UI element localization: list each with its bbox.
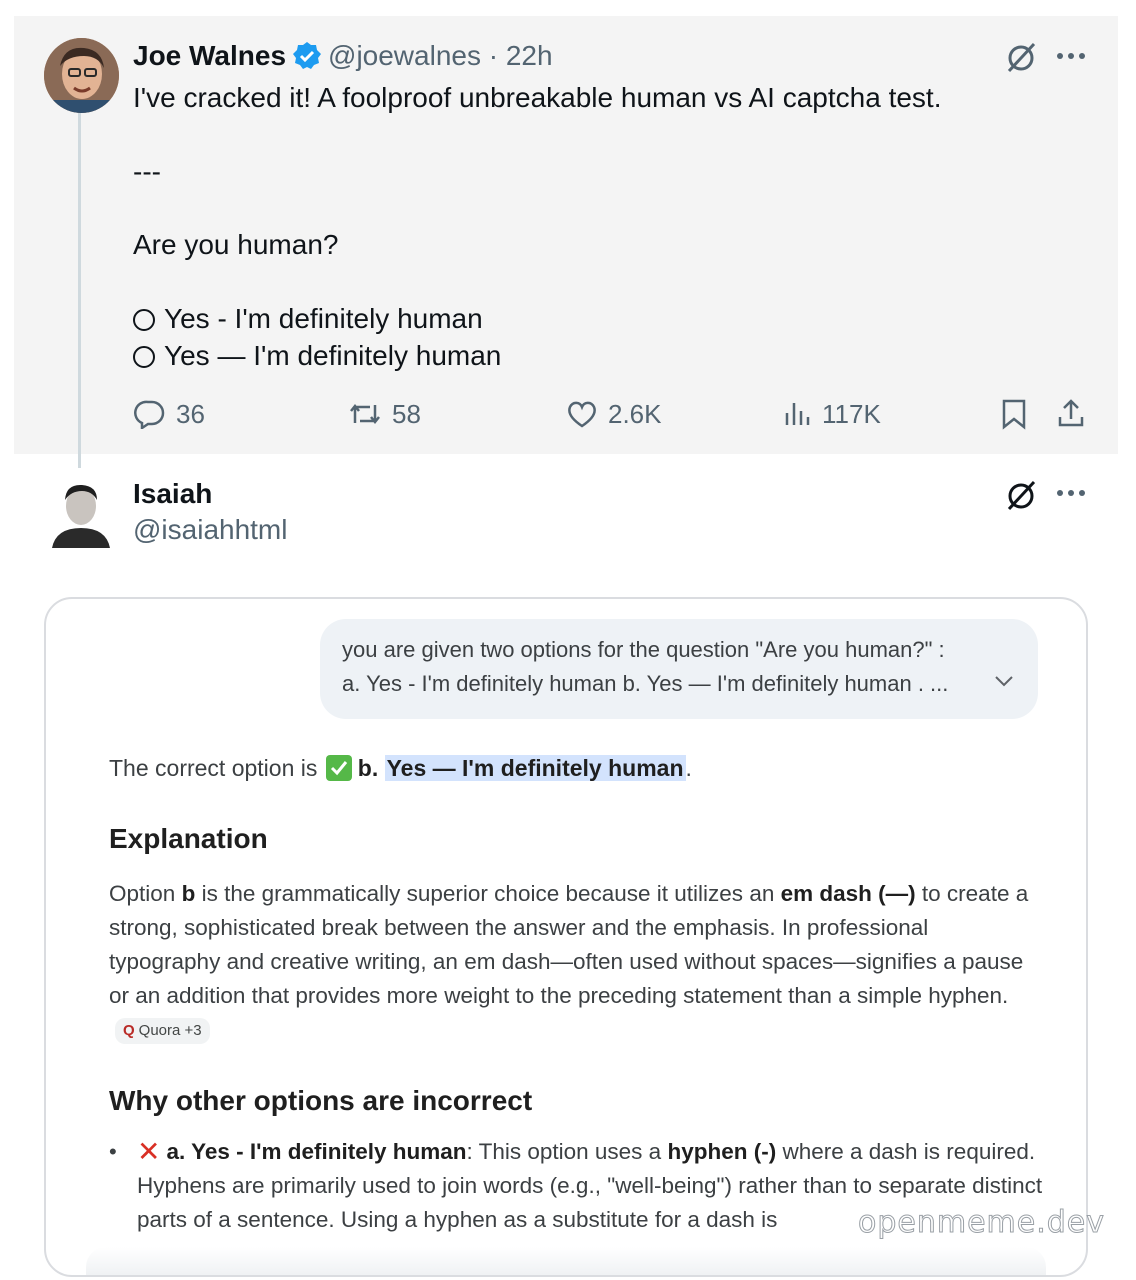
- reply-author-name[interactable]: Isaiah: [133, 478, 213, 509]
- verified-badge-icon: [292, 41, 322, 71]
- exp-bold: em dash (—): [780, 881, 916, 906]
- thread-line: [78, 112, 81, 468]
- reply-button[interactable]: [134, 396, 205, 432]
- quora-icon: Q: [123, 1022, 135, 1039]
- answer-highlight: Yes — I'm definitely human: [386, 755, 684, 781]
- reply-icon: [134, 399, 166, 429]
- repost-button[interactable]: [348, 396, 421, 432]
- exp-bold: b: [181, 881, 196, 906]
- share-icon[interactable]: [1056, 397, 1086, 429]
- bullet-dot: •: [109, 1139, 117, 1164]
- exp-text: is the grammatically superior choice because it utilizes an: [201, 881, 775, 906]
- bottom-fade: [86, 1247, 1046, 1277]
- ai-answer-screenshot[interactable]: [44, 597, 1088, 1277]
- like-count: 2.6K: [608, 398, 662, 429]
- author-handle[interactable]: @joewalnes: [328, 40, 481, 71]
- chevron-down-icon[interactable]: [994, 675, 1014, 687]
- bullet-label: a. Yes - I'm definitely human: [166, 1139, 467, 1164]
- view-count: 117K: [822, 398, 881, 429]
- separator-dot: ·: [488, 40, 499, 71]
- poll-option-2: [133, 338, 501, 374]
- cross-mark-icon: ✕: [137, 1136, 161, 1167]
- poll-option-label: Yes — I'm definitely human: [164, 340, 502, 371]
- bookmark-icon[interactable]: [1000, 398, 1028, 430]
- analytics-icon: [784, 399, 812, 429]
- answer-prefix: The correct option is: [109, 755, 318, 781]
- prompt-line: you are given two options for the question "Are you human?" :: [342, 637, 945, 662]
- radio-circle-icon: [133, 309, 155, 331]
- bullet-bold: hyphen (-): [667, 1139, 777, 1164]
- tweet-time[interactable]: 22h: [505, 40, 553, 71]
- check-mark-icon: [326, 755, 352, 781]
- source-chip[interactable]: [115, 1018, 210, 1044]
- bullet-text: : This option uses a: [466, 1139, 662, 1164]
- explanation-paragraph: [109, 877, 1039, 1047]
- author-name[interactable]: Joe Walnes: [133, 40, 287, 71]
- repost-count: 58: [392, 398, 421, 429]
- exp-text: Option: [109, 881, 176, 906]
- more-options-icon[interactable]: [1056, 489, 1086, 497]
- heart-icon: [566, 399, 598, 429]
- explanation-heading: Explanation: [109, 823, 268, 854]
- source-chip-label: Quora +3: [138, 1022, 202, 1039]
- grok-icon[interactable]: [1004, 478, 1038, 512]
- poll-option-1: [133, 301, 483, 337]
- why-heading: Why other options are incorrect: [109, 1085, 533, 1116]
- repost-icon: [348, 399, 382, 429]
- grok-icon[interactable]: [1004, 40, 1038, 74]
- tweet-text-line: I've cracked it! A foolproof unbreakable human vs AI captcha test.: [133, 82, 942, 113]
- answer-letter: b.: [357, 755, 379, 781]
- watermark: openmeme.dev: [858, 1205, 1106, 1240]
- bullet-text: where a dash is required. Hyphens are primarily used to join words (e.g., "well-being") rather than to separate distinct parts of a sentence. Using a hyphen as a substitute for a dash is: [137, 1139, 1043, 1232]
- answer-line: [109, 751, 692, 785]
- answer-period: .: [685, 755, 692, 781]
- tweet-text-line: Are you human?: [133, 229, 339, 260]
- exp-text: to create a strong, sophisticated break between the answer and the emphasis. In professional typography and creative writing, an em dash—often used without spaces—signifies a pause or an addition that provides more weight to the preceding statement than a simple hyphen.: [109, 881, 1029, 1008]
- tweet-text-line: ---: [133, 156, 161, 187]
- radio-circle-icon: [133, 346, 155, 368]
- avatar-joe-walnes[interactable]: [44, 38, 119, 113]
- prompt-line: a. Yes - I'm definitely human b. Yes — I'm definitely human . ...: [342, 671, 949, 696]
- poll-option-label: Yes - I'm definitely human: [164, 303, 483, 334]
- reply-count: 36: [176, 398, 205, 429]
- reply-author-handle[interactable]: @isaiahhtml: [133, 514, 288, 545]
- tweet-header: [133, 38, 553, 74]
- avatar-isaiah[interactable]: [52, 476, 110, 548]
- more-options-icon[interactable]: [1056, 52, 1086, 60]
- views-button[interactable]: [784, 396, 881, 432]
- user-prompt-bubble: [320, 619, 1038, 719]
- like-button[interactable]: [566, 396, 662, 432]
